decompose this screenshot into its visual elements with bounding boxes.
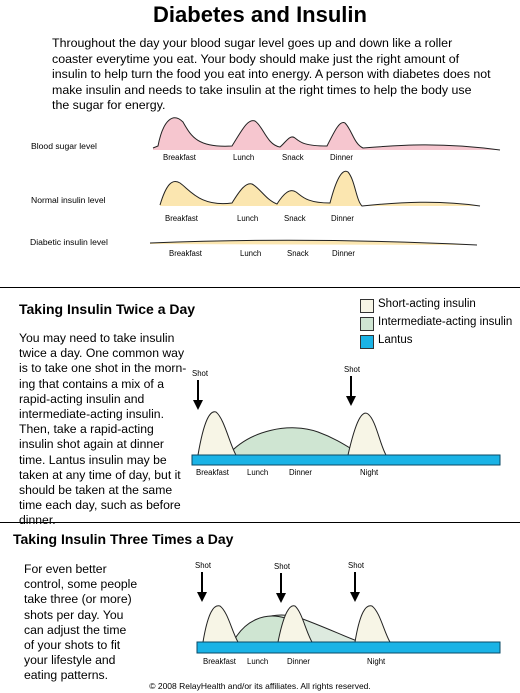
meal-label-breakfast: Breakfast [203, 657, 236, 666]
shot-label: Shot [344, 365, 361, 374]
shot-arrow-1b [346, 376, 356, 406]
meal-label-lunch: Lunch [247, 468, 269, 477]
meal-label-dinner: Dinner [287, 657, 310, 666]
short-peak-breakfast-1 [198, 412, 236, 455]
text-line: taken at any time of day, but it [19, 467, 181, 482]
meal-label-breakfast: Breakfast [163, 153, 196, 162]
meal-label-night: Night [360, 468, 379, 477]
meal-label-snack: Snack [287, 249, 309, 258]
normal-insulin-label: Normal insulin level [31, 195, 106, 205]
text-line: twice a day. One common way [19, 346, 185, 361]
text-line: control, some people [24, 577, 138, 592]
intro-paragraph: Throughout the day your blood sugar level goes up and down like a roller coaster everytime you eat. Your body should make just the right amount of insulin to help turn the food you eat into energy. A person with diabetes does not make insulin and needs to take insulin at the right times to help the body use the sugar for energy. [52, 36, 491, 112]
text-line: your lifestyle and [24, 653, 116, 668]
meal-label-lunch: Lunch [237, 214, 259, 223]
normal-insulin-curve [160, 171, 480, 206]
shot-arrow-2a [197, 572, 207, 602]
lantus-bar-2 [197, 642, 500, 653]
text-line: is to take one shot in the morn- [19, 361, 187, 376]
meal-label-breakfast: Breakfast [196, 468, 229, 477]
legend-swatch-lantus [360, 335, 374, 349]
legend-label-intermediate: Intermediate-acting insulin [378, 316, 513, 328]
text-line: For even better [24, 562, 107, 576]
text-line: should be taken at the same [19, 483, 173, 498]
text-line: can adjust the time [24, 622, 127, 637]
section2-text [24, 562, 174, 684]
section1-text [19, 331, 199, 529]
meal-label-snack: Snack [284, 214, 306, 223]
meal-label-dinner: Dinner [330, 153, 353, 162]
text-line: shots per day. You [24, 607, 124, 622]
legend-swatch-short [360, 299, 374, 313]
section2-title: Taking Insulin Three Times a Day [13, 531, 234, 547]
meal-label-dinner: Dinner [332, 249, 355, 258]
shot-label: Shot [195, 561, 212, 570]
meal-label-dinner: Dinner [289, 468, 312, 477]
shot-label: Shot [274, 562, 291, 571]
copyright-footer: © 2008 RelayHealth and/or its affiliates. All rights reserved. [149, 681, 371, 691]
meal-label-lunch: Lunch [240, 249, 262, 258]
text-line: intermediate-acting insulin. [19, 407, 164, 422]
legend-label-lantus: Lantus [378, 334, 413, 346]
text-line: dinner. [19, 513, 56, 528]
meal-label-night: Night [367, 657, 386, 666]
text-line: time. Lantus insulin may be [19, 452, 167, 467]
section-divider [0, 522, 520, 523]
meal-label-breakfast: Breakfast [165, 214, 198, 223]
meal-label-snack: Snack [282, 153, 304, 162]
blood-sugar-label: Blood sugar level [31, 141, 97, 151]
text-line: ing that contains a mix of a [19, 376, 164, 391]
text-line: take three (or more) [24, 592, 132, 607]
text-line: of your shots to fit [24, 638, 121, 653]
normal-insulin-outline [160, 171, 480, 206]
text-line: You may need to take insulin [19, 331, 175, 345]
short-peak-breakfast-2 [203, 606, 238, 642]
meal-label-breakfast: Breakfast [169, 249, 202, 258]
shot-label: Shot [192, 369, 209, 378]
diabetic-insulin-label: Diabetic insulin level [30, 237, 108, 247]
legend-label-short: Short-acting insulin [378, 298, 476, 310]
meal-label-lunch: Lunch [247, 657, 269, 666]
text-line: Then, take a rapid-acting [19, 422, 154, 437]
lantus-bar-1 [192, 455, 500, 465]
page-title: Diabetes and Insulin [153, 2, 367, 27]
meal-label-lunch: Lunch [233, 153, 255, 162]
text-line: insulin shot again at dinner [19, 437, 164, 452]
section1-title: Taking Insulin Twice a Day [19, 301, 196, 317]
short-peak-night-2 [355, 606, 390, 642]
shot-arrow-2c [350, 572, 360, 602]
intermediate-curve-1 [228, 428, 362, 455]
text-line: rapid-acting insulin and [19, 391, 145, 406]
text-line: eating patterns. [24, 668, 109, 683]
text-line: time each day, such as before [19, 498, 181, 513]
legend-swatch-intermediate [360, 317, 374, 331]
section-divider [0, 287, 520, 288]
meal-label-dinner: Dinner [331, 214, 354, 223]
shot-arrow-2b [276, 573, 286, 603]
shot-label: Shot [348, 561, 365, 570]
short-peak-night-1 [348, 413, 386, 455]
